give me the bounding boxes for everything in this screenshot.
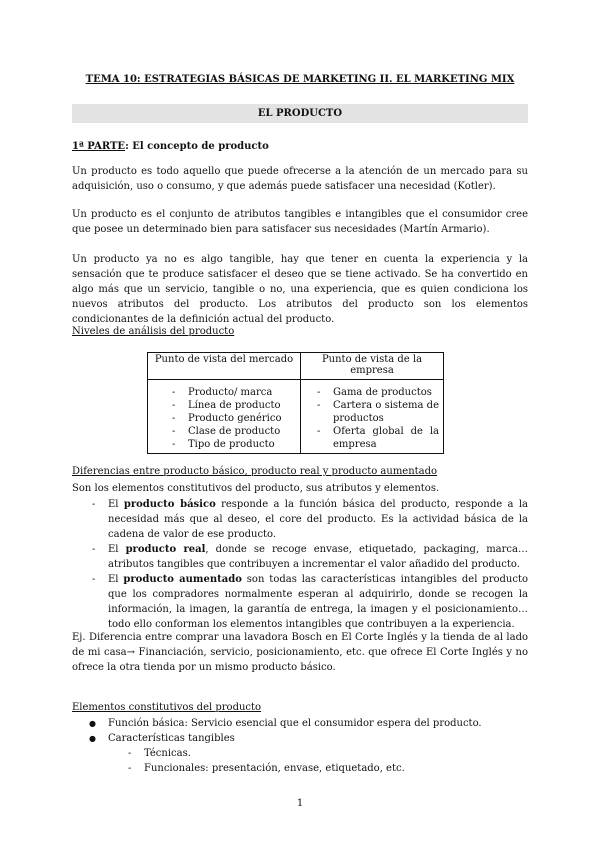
list-item: ● Características tangibles bbox=[72, 731, 528, 746]
term-real: producto real bbox=[125, 544, 206, 555]
list-item: - Línea de producto bbox=[168, 399, 296, 412]
part-label: 1ª PARTE bbox=[72, 141, 126, 152]
paragraph-armario: Un producto es el conjunto de atributos tangibles e intangibles que el consumidor cree que posee un determinado bien para satisfacer sus necesidades (Martín Armario). bbox=[72, 209, 528, 235]
levels-heading: Niveles de análisis del producto bbox=[72, 326, 235, 337]
list-item: - Clase de producto bbox=[168, 425, 296, 438]
paragraph-kotler: Un producto es todo aquello que puede ofrecerse a la atención de un mercado para su adquisición, uso o consumo, y que además puede satisfacer una necesidad (Kotler). bbox=[72, 166, 528, 192]
part-heading bbox=[72, 141, 269, 152]
differences-intro: Son los elementos constitutivos del producto, sus atributos y elementos. bbox=[72, 483, 440, 494]
paragraph-experience: Un producto ya no es algo tangible, hay que tener en cuenta la experiencia y la sensación que te produce satisfacer el deseo que se tiene activado. Se ha convertido en algo más que un servicio, tangible o no, una experiencia, que es quien condiciona los nuevos atributos del producto. Los atributos del producto son los elementos condicionantes de la definición actual del producto. bbox=[72, 254, 528, 325]
company-cell bbox=[301, 380, 444, 454]
list-item: - Producto genérico bbox=[168, 412, 296, 425]
example-paragraph: Ej. Diferencia entre comprar una lavadora Bosch en El Corte Inglés y la tienda de al lado de mi casa→ Financiación, servicio, posicionamiento, etc. que ofrece El Corte Inglés y no ofrece la otra tienda por un mismo producto básico. bbox=[72, 632, 528, 673]
list-item: - Cartera o sistema de productos bbox=[313, 399, 439, 425]
list-item: - Técnicas. bbox=[72, 746, 528, 761]
list-item: ● Función básica: Servicio esencial que el consumidor espera del producto. bbox=[72, 716, 528, 731]
section-bar: EL PRODUCTO bbox=[72, 104, 528, 123]
list-item: - El producto aumentado son todas las características intangibles del producto que los compradores normalmente esperan al adquirirlo, donde se recogen la información, la imagen, la garantía de entrega, la imagen y el posicionamiento… todo ello conforman los elementos intangibles que contribuyen a la experiencia. bbox=[72, 572, 528, 632]
list-item: - El producto básico responde a la función básica del producto, responde a la necesidad más que al deseo, el core del producto. Es la actividad básica de la cadena de valor de ese producto. bbox=[72, 497, 528, 542]
page-number: 1 bbox=[296, 798, 304, 809]
differences-heading: Diferencias entre producto básico, producto real y producto aumentado bbox=[72, 466, 438, 477]
list-item: - Funcionales: presentación, envase, etiquetado, etc. bbox=[72, 761, 528, 776]
differences-list bbox=[72, 497, 528, 632]
document-title: TEMA 10: ESTRATEGIAS BÁSICAS DE MARKETING II. EL MARKETING MIX bbox=[85, 74, 515, 85]
part-title: : El concepto de producto bbox=[125, 141, 269, 152]
table-header-company: Punto de vista de la empresa bbox=[301, 353, 444, 380]
list-item: - Producto/ marca bbox=[168, 386, 296, 399]
elements-heading: Elementos constitutivos del producto bbox=[72, 702, 262, 713]
levels-table bbox=[147, 352, 444, 454]
table-header-market: Punto de vista del mercado bbox=[148, 353, 301, 380]
market-cell bbox=[148, 380, 301, 454]
term-basic: producto básico bbox=[123, 499, 216, 510]
list-item: - El producto real, donde se recoge envase, etiquetado, packaging, marca… atributos tangibles que contribuyen a incrementar el valor añadido del producto. bbox=[72, 542, 528, 572]
list-item: - Oferta global de la empresa bbox=[313, 425, 439, 451]
term-augmented: producto aumentado bbox=[123, 574, 242, 585]
elements-list bbox=[72, 716, 528, 776]
list-item: - Gama de productos bbox=[313, 386, 439, 399]
list-item: - Tipo de producto bbox=[168, 438, 296, 451]
